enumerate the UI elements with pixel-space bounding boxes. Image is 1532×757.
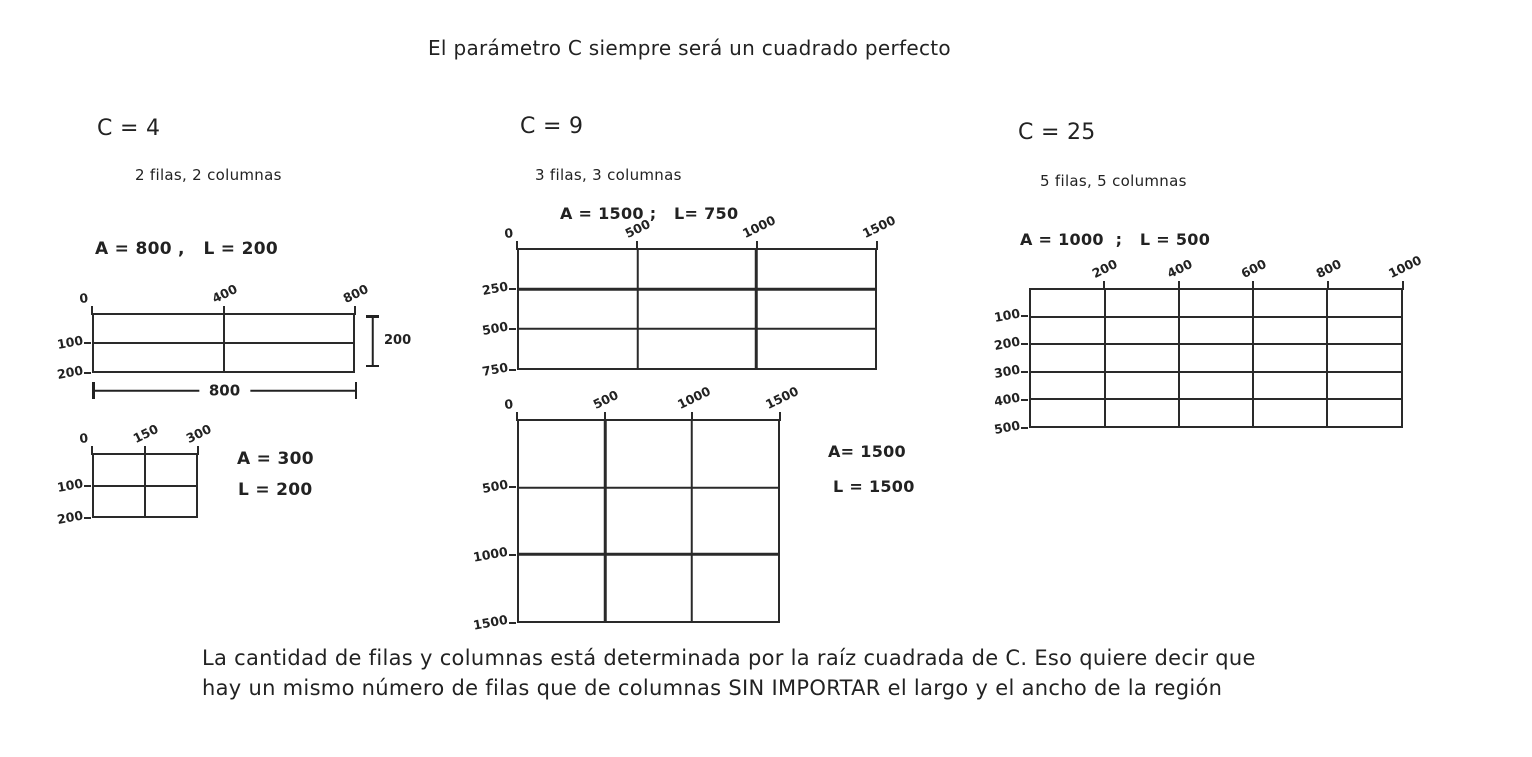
y-axis-tick [1021, 315, 1028, 317]
y-axis-tick [1021, 427, 1028, 429]
label-c9-area-length: A = 1500 ; L= 750 [560, 204, 739, 223]
x-axis-label: 0 [78, 430, 89, 446]
x-axis-tick [876, 241, 878, 250]
x-axis-tick [691, 412, 693, 421]
x-axis-label: 800 [1313, 256, 1344, 281]
grid-c4-bottom [55, 421, 214, 527]
y-axis-tick [1021, 399, 1028, 401]
dimension-cap [366, 365, 379, 368]
footer-explanation-line2: hay un mismo número de filas que de columnas SIN IMPORTAR el largo y el ancho de la región [202, 676, 1223, 700]
grid-row-line [94, 342, 353, 344]
grid-row-line [1031, 343, 1401, 345]
label-c9-bottom-area: A= 1500 [828, 442, 906, 461]
y-axis-label: 500 [480, 318, 510, 339]
dimension-cap [92, 382, 95, 399]
grid-column-line [636, 250, 639, 368]
y-axis-label: 400 [992, 389, 1022, 409]
grid-row-line [94, 485, 196, 487]
x-axis-label: 800 [340, 281, 371, 306]
grid-c9-bottom [472, 383, 801, 633]
grid-c4-top [55, 281, 412, 400]
x-axis-label: 1000 [1385, 252, 1424, 281]
y-axis-label: 250 [480, 278, 510, 298]
grid-column-line [1104, 290, 1106, 426]
x-axis-tick [1103, 281, 1105, 290]
y-axis-label: 100 [55, 332, 85, 352]
y-axis-tick [84, 342, 91, 344]
x-axis-tick [1178, 281, 1180, 290]
x-axis-tick [197, 446, 199, 455]
label-c25-area-length: A = 1000 ; L = 500 [1020, 230, 1211, 249]
y-axis-tick [84, 372, 91, 374]
x-axis-tick [354, 306, 356, 315]
grid-box [92, 313, 355, 373]
x-axis-tick [516, 412, 518, 421]
grid-row-line [519, 288, 875, 291]
y-axis-label: 750 [480, 359, 510, 379]
y-axis-tick [1021, 343, 1028, 345]
grid-c25 [992, 252, 1424, 437]
x-axis-tick [1252, 281, 1254, 290]
y-axis-tick [84, 517, 91, 519]
x-axis-label: 500 [622, 216, 653, 241]
grid-column-line [1252, 290, 1254, 426]
grid-column-line [690, 421, 693, 621]
x-axis-label: 600 [1238, 256, 1270, 281]
x-axis-tick [223, 306, 225, 315]
height-dimension-label: 200 [384, 332, 412, 348]
grid-row-line [1031, 371, 1401, 373]
y-axis-tick [509, 554, 516, 556]
grid-row-line [519, 486, 778, 489]
y-axis-tick [1021, 371, 1028, 373]
x-axis-label: 0 [503, 225, 514, 241]
y-axis-tick [509, 288, 516, 290]
grid-row-line [1031, 316, 1401, 318]
grid-box [517, 248, 877, 370]
y-axis-tick [509, 328, 516, 330]
dimension-line [371, 315, 374, 367]
y-axis-label: 1000 [472, 543, 510, 565]
grid-row-line [1031, 398, 1401, 400]
label-c9-bottom-length: L = 1500 [833, 477, 915, 496]
x-axis-label: 1000 [739, 212, 778, 241]
x-axis-label: 400 [209, 281, 240, 306]
y-axis-label: 200 [55, 362, 85, 382]
grid-row-line [519, 327, 875, 330]
x-axis-label: 1500 [859, 212, 898, 241]
grid-column-line [1178, 290, 1180, 426]
x-axis-tick [636, 241, 638, 250]
heading-c4: C = 4 [97, 116, 161, 141]
y-axis-tick [84, 485, 91, 487]
dimension-cap [366, 315, 379, 318]
x-axis-tick [779, 412, 781, 421]
heading-c25: C = 25 [1018, 120, 1096, 145]
x-axis-tick [91, 446, 93, 455]
y-axis-tick [509, 622, 516, 624]
x-axis-label: 1500 [762, 383, 801, 412]
grid-column-line [755, 250, 758, 368]
x-axis-label: 150 [130, 421, 161, 446]
label-c4-area-length: A = 800 , L = 200 [95, 239, 278, 259]
x-axis-label: 0 [78, 290, 89, 306]
grid-box [517, 419, 780, 623]
x-axis-tick [756, 241, 758, 250]
subheading-c25-rows-cols: 5 filas, 5 columnas [1040, 172, 1187, 190]
grid-box [1029, 288, 1403, 428]
y-axis-label: 200 [55, 507, 85, 527]
grid-column-line [1326, 290, 1328, 426]
y-axis-label: 100 [55, 475, 85, 495]
y-axis-label: 500 [992, 417, 1022, 437]
x-axis-label: 300 [183, 421, 214, 446]
label-c4-bottom-area: A = 300 [237, 449, 314, 469]
y-axis-label: 300 [992, 361, 1022, 381]
x-axis-label: 500 [590, 387, 621, 412]
x-axis-tick [1402, 281, 1404, 290]
grid-row-line [519, 553, 778, 556]
x-axis-label: 200 [1089, 256, 1120, 281]
label-c4-bottom-length: L = 200 [238, 480, 313, 500]
y-axis-label: 200 [992, 333, 1022, 353]
subheading-c4-rows-cols: 2 filas, 2 columnas [135, 166, 282, 184]
footer-explanation-line1: La cantidad de filas y columnas está determinada por la raíz cuadrada de C. Eso quiere decir que [202, 646, 1256, 670]
heading-c9: C = 9 [520, 114, 584, 139]
x-axis-tick [604, 412, 606, 421]
x-axis-tick [516, 241, 518, 250]
y-axis-label: 100 [992, 305, 1022, 325]
height-dimension [366, 315, 412, 367]
grid-box [92, 453, 198, 518]
dimension-cap [355, 382, 358, 399]
x-axis-label: 400 [1164, 256, 1195, 281]
y-axis-label: 500 [480, 476, 510, 496]
width-dimension [92, 382, 357, 399]
y-axis-label: 1500 [472, 611, 510, 633]
x-axis-tick [91, 306, 93, 315]
x-axis-tick [144, 446, 146, 455]
width-dimension-label: 800 [199, 381, 250, 399]
x-axis-label: 0 [503, 396, 514, 412]
grid-column-line [604, 421, 607, 621]
page-title: El parámetro C siempre será un cuadrado perfecto [428, 36, 951, 60]
y-axis-tick [509, 486, 516, 488]
y-axis-tick [509, 369, 516, 371]
x-axis-tick [1327, 281, 1329, 290]
x-axis-label: 1000 [675, 383, 714, 412]
subheading-c9-rows-cols: 3 filas, 3 columnas [535, 166, 682, 184]
